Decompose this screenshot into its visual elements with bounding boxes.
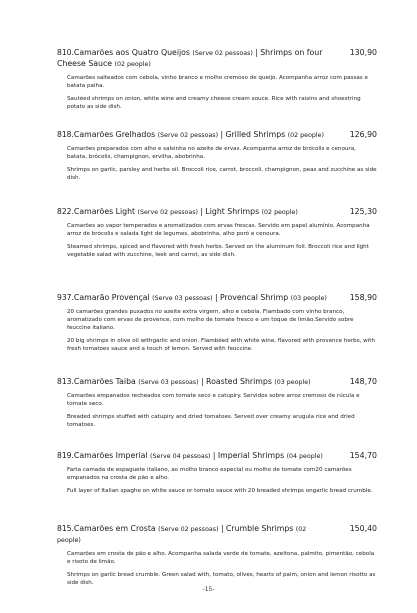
item-separator: | [218,524,226,533]
item-description-en: Breaded shrimps stuffed with catupiry and dried tomatoes. Served over creamy arugula rice and dried tomatoes. [67,414,355,428]
item-english-name: Light Shrimps [205,207,260,216]
item-price: 154,70 [349,451,377,460]
item-english-name: Shrimps on four Cheese Sauce [57,48,323,68]
item-name: Camarões Taiba [73,377,136,386]
item-serve: (Serve 02 pessoas) [157,132,219,139]
item-serve: (Serve 02 pessoas) [192,50,253,57]
menu-item-813 [57,377,377,429]
item-description-pt: Camarões salteados com cebola, vinho branco e molho cremoso de queijo. Acompanha arroz com passas e batata palha. [67,75,368,89]
item-description-en: Steamed shrimps, spiced and flavored with fresh herbs. Served on the aluminum foil. Broccoli rice and light vegetable salad with zucchine, leek and carrot, as side dish. [67,244,369,258]
item-english-name: Grilled Shrimps [225,130,286,139]
item-price: 126,90 [349,130,377,139]
item-separator: | [212,293,220,302]
menu-item-title [57,293,377,304]
menu-item-title [57,451,377,462]
item-description-pt: Farta camada de espaguete italiano, ao molho branco especial ou molho de tomate com20 camarões empanados na crosta de pão e alho. [67,467,352,481]
item-description-pt: 20 camarões grandes puxados no azeite extra virgem, alho e cebola. Flambado com vinho branco, aromatizado com ervas de provence, com molho de tomate fresco e um toque de limão.Servido sobre feuccine italiano. [67,309,354,331]
item-description-pt: Camarões preparados com alho e salsinha no azeite de ervas. Acompanha arroz de brócolis e cenoura, batata, brócolis, champignon, ervilha, abobrinha. [67,146,356,160]
item-price: 150,40 [349,524,377,533]
menu-item-title [57,377,377,388]
item-english-serve: (02 people) [57,526,307,544]
menu-item-title [57,130,377,141]
item-description-en: Shrimps on garlic, parsley and herbs oil. Broccoli rice, carrot, broccoli, champignon, peas and zucchine as side dish. [67,167,377,181]
item-price: 130,90 [349,48,377,57]
menu-item-815 [57,524,377,587]
item-description-en: Full layer of Italian spaghe on white sauce or tomato sauce with 20 breaded shrimps ongarlic bread crumble. [67,488,373,494]
item-english-name: Roasted Shrimps [206,377,272,386]
item-separator: | [197,207,206,216]
page-number: -15- [202,586,215,593]
item-separator: | [210,451,218,460]
item-serve: (Serve 02 pessoas) [158,526,219,533]
item-english-serve: (02 people) [114,61,151,68]
menu-item-title [57,524,377,546]
item-number: 815. [57,524,74,533]
item-english-name: Crumble Shrimps [225,524,294,533]
item-serve: (Serve 03 pessoas) [138,379,199,386]
menu-item-title [57,207,377,218]
item-name: Camarão Provençal [73,293,150,302]
item-number: 818. [57,130,74,139]
item-name: Camarões em Crosta [73,524,156,533]
item-description-en: Sautéed shrimps on onion, white wine and creamy cheese cream souce. Rice with raisins and shoestring potato as side dish. [67,96,361,110]
menu-item-818 [57,130,377,182]
item-description-en: Shrimps on garlic bread crumble. Green salad with, tomato, olives, hearts of palm, onion and lemon risotto as side dish. [67,572,376,586]
menu-item-title [57,48,377,70]
menu-item-822 [57,207,377,259]
item-english-name: Imperial Shrimps [217,451,285,460]
item-english-serve: (03 people) [290,295,327,302]
item-separator: | [252,48,261,57]
item-name: Camarões Grelhados [73,130,156,139]
item-description-pt: Camarões ao vapor temperados e aromatizados com ervas frescas. Servido em papel alumínio. Acompanha arroz de brócolis e salada light de legumes, abobrinha, alho poró e cenoura. [67,223,370,237]
item-description-pt: Camarões em crosta de pão e alho. Acompanha salada verde de tomate, azeitona, palmito, pimentão, cebola e risoto de limão. [67,551,375,565]
item-number: 813. [57,377,74,386]
item-separator: | [198,377,207,386]
item-price: 125,30 [349,207,377,216]
item-price: 148,70 [349,377,377,386]
item-price: 158,90 [349,293,377,302]
item-english-name: Provencal Shrimp [219,293,289,302]
menu-item-819 [57,451,377,495]
item-english-serve: (04 people) [286,453,323,460]
item-name: Camarões Imperial [73,451,148,460]
item-serve: (Serve 03 pessoas) [152,295,213,302]
item-number: 937. [57,293,74,302]
item-english-serve: (02 people) [261,209,298,216]
item-english-serve: (03 people) [274,379,311,386]
item-serve: (Serve 02 pessoas) [137,209,198,216]
item-description-en: 20 big shrimps in olive oil withgarlic and onion. Flambéed with white wine, flavored with provence herbs, with fresh tomatoes sauce and a touch of lemon. Served with feuccine. [67,338,376,352]
menu-item-937 [57,293,377,353]
item-serve: (Serve 04 pessoas) [150,453,211,460]
item-name: Camarões Light [73,207,136,216]
item-english-serve: (02 people) [287,132,324,139]
item-number: 822. [57,207,74,216]
menu-item-810 [57,48,377,111]
item-description-pt: Camarões empanados recheados com tomate seco e catupiry. Servidos sobre arroz cremoso de rúcula e tomate seco. [67,393,360,407]
item-number: 819. [57,451,74,460]
item-number: 810. [57,48,74,57]
item-separator: | [218,130,226,139]
item-name: Camarões aos Quatro Queijos [73,48,190,57]
